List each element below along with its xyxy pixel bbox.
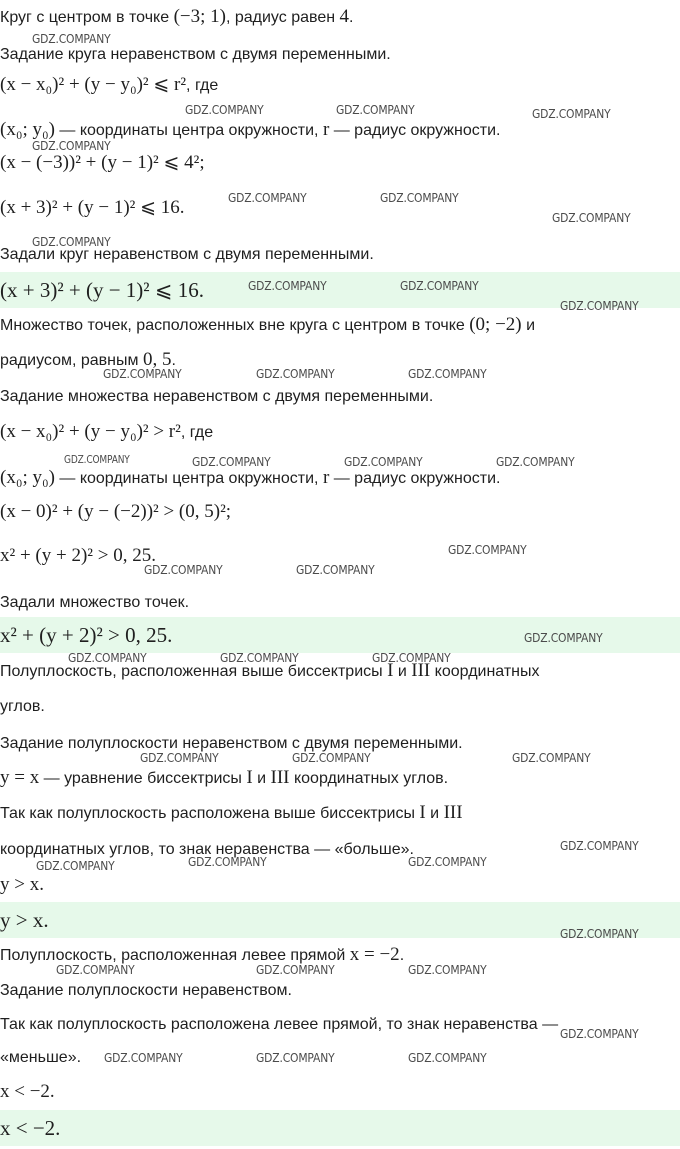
watermark-text: GDZ.COMPANY [344,454,423,469]
math-expression: (x₀; y₀) [0,119,55,140]
watermark-text: GDZ.COMPANY [560,926,639,941]
math-expression: (x − 0)² + (y − (−2))² > (0, 5)²; [0,501,232,522]
watermark-text: GDZ.COMPANY [512,750,591,765]
solution-line [0,44,680,66]
solution-line [0,696,680,718]
solution-line [0,1081,680,1104]
text-fragment: координатных углов, то знак неравенства — «больше». [0,841,414,858]
watermark-text: GDZ.COMPANY [448,542,527,557]
text-fragment: Задание полуплоскости неравенством. [0,982,292,999]
math-expression: III [411,660,431,681]
text-fragment: — координаты центра окружности, [54,470,323,487]
text-fragment: — координаты центра окружности, [54,122,323,139]
solution-line [0,980,680,1002]
watermark-text: GDZ.COMPANY [256,366,335,381]
math-expression: (x + 3)² + (y − 1)² ⩽ 16. [0,278,204,302]
watermark-text: GDZ.COMPANY [68,650,147,665]
solution-line [0,802,680,825]
watermark-text: GDZ.COMPANY [104,1050,183,1065]
solution-line [0,421,680,444]
solution-line [0,592,680,614]
text-fragment: координатных углов. [289,770,449,787]
watermark-text: GDZ.COMPANY [380,190,459,205]
text-fragment: Круг с центром в точке [0,9,174,26]
text-fragment: — радиус окружности. [329,122,501,139]
math-expression: (−3; 1) [173,6,226,27]
solution-line [0,74,680,97]
watermark-text: GDZ.COMPANY [560,1026,639,1041]
math-expression: x = −2 [349,944,400,965]
watermark-text: GDZ.COMPANY [552,210,631,225]
watermark-text: GDZ.COMPANY [408,1050,487,1065]
math-expression: r [322,119,330,140]
watermark-text: GDZ.COMPANY [256,1050,335,1065]
watermark-text: GDZ.COMPANY [336,102,415,117]
watermark-text: GDZ.COMPANY [408,854,487,869]
math-expression: y = x [0,767,40,788]
math-expression: (x − x₀)² + (y − y₀)² > r² [0,421,181,442]
math-expression: (0; −2) [469,314,522,335]
watermark-text: GDZ.COMPANY [220,650,299,665]
solution-line [0,386,680,408]
math-expression: III [443,802,463,823]
text-fragment: . [349,9,354,26]
watermark-text: GDZ.COMPANY [408,962,487,977]
watermark-text: GDZ.COMPANY [400,278,479,293]
solution-line [0,1047,680,1069]
math-expression: (x + 3)² + (y − 1)² ⩽ 16. [0,197,185,218]
text-fragment: Множество точек, расположенных вне круга с центром в точке [0,317,470,334]
solution-line [0,767,680,790]
text-fragment: , где [186,77,219,94]
text-fragment: Задание множества неравенством с двумя переменными. [0,388,434,405]
watermark-text: GDZ.COMPANY [292,750,371,765]
watermark-text: GDZ.COMPANY [532,106,611,121]
text-fragment: углов. [0,698,45,715]
text-fragment: Задали круг неравенством с двумя переменными. [0,246,374,263]
watermark-text: GDZ.COMPANY [496,454,575,469]
watermark-text: GDZ.COMPANY [185,102,264,117]
math-expression: 0, 5 [142,349,172,370]
watermark-text: GDZ.COMPANY [140,750,219,765]
math-expression: I [387,660,394,681]
watermark-text: GDZ.COMPANY [372,650,451,665]
watermark-text: GDZ.COMPANY [408,366,487,381]
math-expression: I [419,802,426,823]
math-expression: I [246,767,253,788]
math-expression: x < −2. [0,1116,61,1140]
text-fragment: и [425,805,444,822]
text-fragment: — радиус окружности. [329,470,501,487]
watermark-text: GDZ.COMPANY [256,962,335,977]
text-fragment: , радиус равен [225,9,340,26]
watermark-text: GDZ.COMPANY [36,858,115,873]
text-fragment: радиусом, равным [0,352,143,369]
solution-line [0,467,680,490]
watermark-text: GDZ.COMPANY [560,298,639,313]
solution-line [0,152,680,175]
math-expression: y > x. [0,874,44,895]
math-expression: x < −2. [0,1081,55,1102]
text-fragment: Задали множество точек. [0,594,190,611]
solution-line [0,874,680,897]
math-expression: r [322,467,330,488]
text-fragment: Так как полуплоскость расположена выше биссектрисы [0,805,420,822]
math-expression: x² + (y + 2)² > 0, 25. [0,545,156,566]
watermark-text: GDZ.COMPANY [188,854,267,869]
watermark-text: GDZ.COMPANY [296,562,375,577]
solution-line [0,501,680,524]
text-fragment: — уравнение биссектрисы [39,770,247,787]
text-fragment: «меньше». [0,1049,82,1066]
watermark-text: GDZ.COMPANY [228,190,307,205]
text-fragment: Задание круга неравенством с двумя переменными. [0,46,391,63]
math-expression: y > x. [0,908,49,932]
text-fragment: , где [180,424,214,441]
math-expression: III [270,767,290,788]
text-fragment: Задание полуплоскости неравенством с двумя переменными. [0,735,463,752]
math-expression: (x − (−3))² + (y − 1)² ⩽ 4²; [0,152,205,173]
watermark-text: GDZ.COMPANY [56,962,135,977]
text-fragment: координатных [430,663,540,680]
text-fragment: и [252,770,271,787]
math-expression: (x₀; y₀) [0,467,55,488]
watermark-text: GDZ.COMPANY [144,562,223,577]
watermark-text: GDZ.COMPANY [32,31,111,46]
text-fragment: Так как полуплоскость расположена левее прямой, то знак неравенства — [0,1016,559,1033]
text-fragment: и [521,317,536,334]
watermark-text: GDZ.COMPANY [103,366,182,381]
math-expression: 4 [339,6,349,27]
math-expression: (x − x₀)² + (y − y₀)² ⩽ r² [0,74,187,95]
watermark-text: GDZ.COMPANY [560,838,639,853]
text-fragment: Полуплоскость, расположенная выше биссектрисы [0,663,388,680]
watermark-text: GDZ.COMPANY [64,454,130,466]
answer-line [0,1110,680,1146]
watermark-text: GDZ.COMPANY [524,630,603,645]
solution-line [0,314,680,337]
watermark-text: GDZ.COMPANY [32,138,111,153]
math-expression: x² + (y + 2)² > 0, 25. [0,623,173,647]
text-fragment: . [399,947,405,964]
watermark-text: GDZ.COMPANY [32,234,111,249]
watermark-text: GDZ.COMPANY [192,454,271,469]
watermark-text: GDZ.COMPANY [248,278,327,293]
solution-line [0,349,680,372]
text-fragment: Полуплоскость, расположенная левее прямой [0,947,350,964]
text-fragment: и [393,663,412,680]
solution-line [0,6,680,29]
text-fragment: . [171,352,176,369]
